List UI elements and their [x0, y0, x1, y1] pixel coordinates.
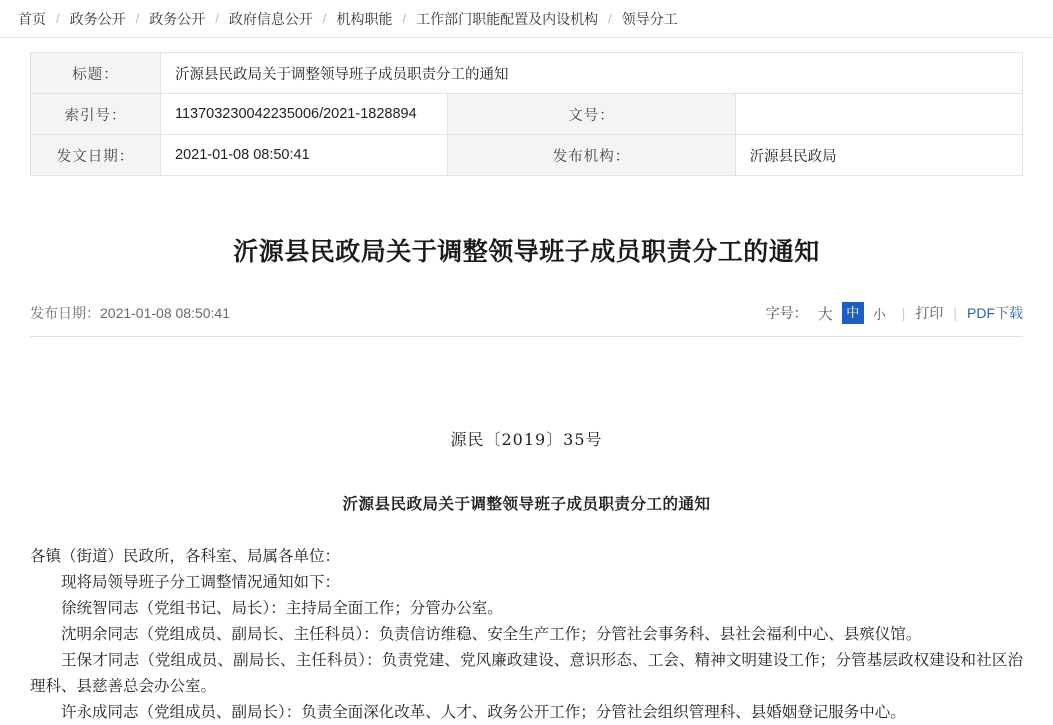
table-row — [31, 135, 1023, 176]
paragraph: 王保才同志（党组成员、副局长、主任科员）：负责党建、党风廉政建设、意识形态、工会、精神文明建设工作；分管基层政权建设和社区治理科、县慈善总会办公室。 — [30, 651, 1023, 695]
info-value-agency: 沂源县民政局 — [735, 135, 1022, 176]
breadcrumb — [0, 0, 1053, 38]
table-row — [31, 94, 1023, 135]
fontsize-small-button[interactable]: 小 — [872, 306, 886, 322]
breadcrumb-separator: / — [322, 11, 327, 26]
breadcrumb-separator: / — [608, 11, 612, 26]
breadcrumb-item-0[interactable]: 首页 — [18, 10, 46, 27]
paragraph: 现将局领导班子分工调整情况通知如下： — [61, 573, 341, 591]
document-meta-bar — [30, 302, 1023, 337]
page-title: 沂源县民政局关于调整领导班子成员职责分工的通知 — [233, 238, 820, 266]
document-info-table — [30, 52, 1023, 176]
paragraph: 沈明余同志（党组成员、副局长、主任科员）：负责信访维稳、安全生产工作；分管社会事务科、县社会福利中心、县殡仪馆。 — [61, 625, 922, 643]
fontsize-label: 字号： — [765, 305, 808, 321]
breadcrumb-item-6[interactable]: 领导分工 — [621, 10, 678, 27]
breadcrumb-separator: / — [402, 11, 407, 26]
breadcrumb-separator: / — [56, 11, 60, 26]
tools-divider: | — [953, 305, 957, 321]
paragraph: 许永成同志（党组成员、副局长）：负责全面深化改革、人才、政务公开工作；分管社会组织管理科、县婚姻登记服务中心。 — [61, 703, 906, 721]
breadcrumb-separator: / — [215, 11, 219, 26]
publish-date-label: 发布日期： — [30, 305, 100, 321]
document-subtitle: 沂源县民政局关于调整领导班子成员职责分工的通知 — [342, 494, 711, 513]
breadcrumb-item-1[interactable]: 政务公开 — [69, 10, 126, 27]
paragraph: 徐统智同志（党组书记、局长）：主持局全面工作；分管办公室。 — [61, 599, 503, 617]
document-tools — [766, 302, 1023, 324]
info-value-docnumber — [735, 94, 1022, 135]
info-label-date: 发文日期： — [31, 135, 161, 176]
document-paragraphs — [30, 543, 1023, 725]
info-value-index: 113703230042235006/2021-1828894 — [161, 94, 448, 135]
fontsize-medium-button[interactable]: 中 — [842, 302, 864, 324]
pdf-download-link[interactable]: PDF下载 — [967, 305, 1023, 321]
publish-date-block — [30, 303, 230, 323]
document-number: 源民〔2019〕35号 — [450, 430, 603, 449]
paragraph: 各镇（街道）民政所，各科室、局属各单位： — [30, 547, 341, 565]
info-value-title: 沂源县民政局关于调整领导班子成员职责分工的通知 — [161, 53, 1023, 94]
document-body — [30, 427, 1023, 725]
table-row — [31, 53, 1023, 94]
fontsize-large-button[interactable]: 大 — [817, 305, 833, 323]
tools-divider: | — [901, 305, 906, 321]
breadcrumb-item-2[interactable]: 政务公开 — [149, 10, 206, 27]
breadcrumb-item-5[interactable]: 工作部门职能配置及内设机构 — [416, 10, 599, 27]
publish-date-value: 2021-01-08 08:50:41 — [100, 305, 230, 321]
info-value-date: 2021-01-08 08:50:41 — [161, 135, 448, 176]
breadcrumb-item-3[interactable]: 政府信息公开 — [228, 10, 313, 27]
breadcrumb-item-4[interactable]: 机构职能 — [336, 10, 393, 27]
info-label-agency: 发布机构： — [448, 135, 735, 176]
info-label-docnumber: 文号： — [448, 94, 735, 135]
info-label-index: 索引号： — [31, 94, 161, 135]
info-label-title: 标题： — [31, 53, 161, 94]
print-button[interactable]: 打印 — [915, 305, 944, 321]
breadcrumb-separator: / — [135, 11, 140, 26]
